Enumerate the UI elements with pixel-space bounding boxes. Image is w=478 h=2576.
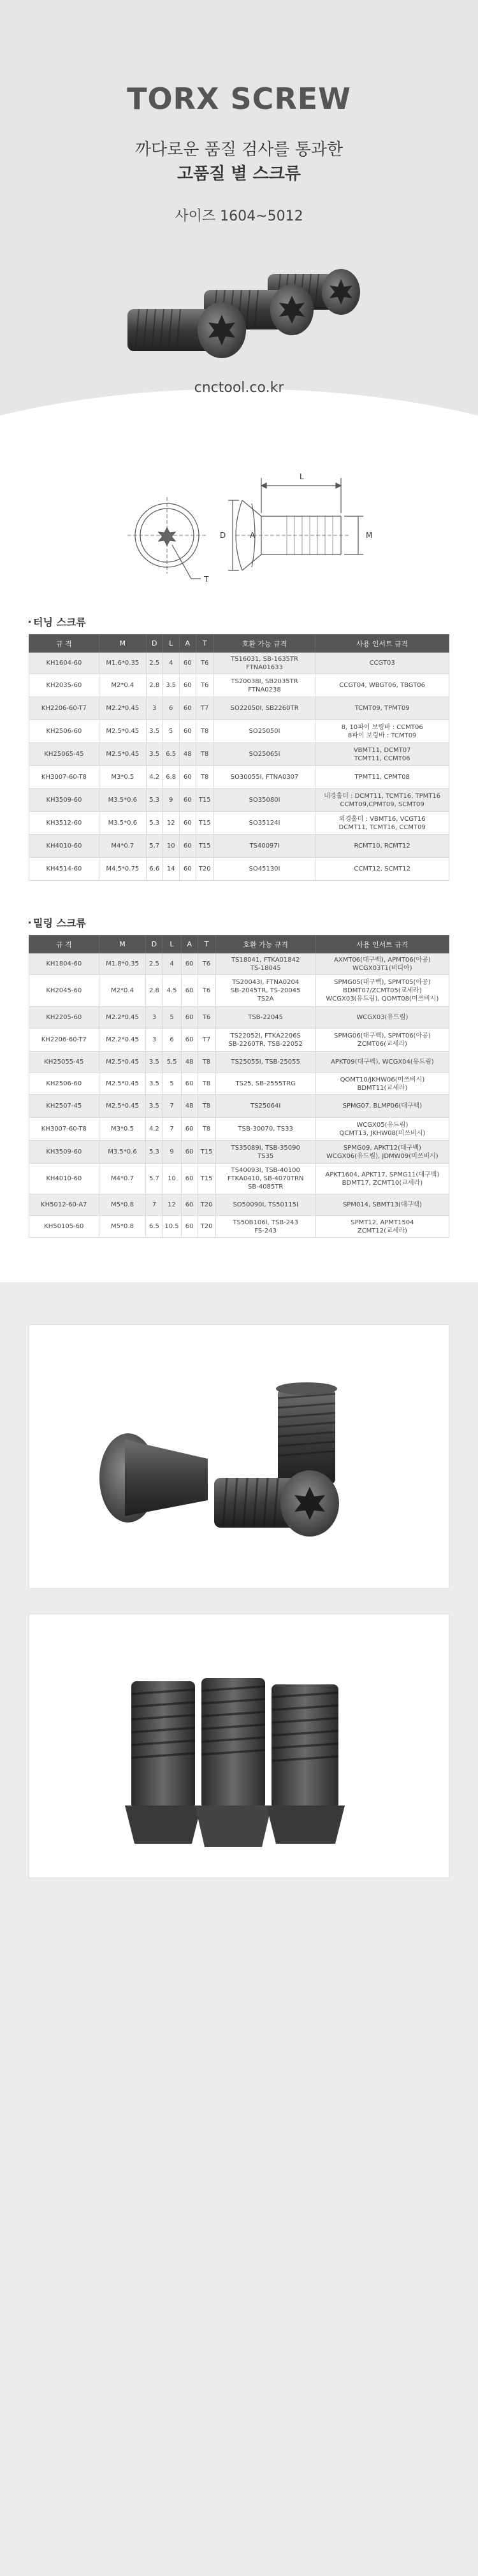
table-cell: CCGT04, WBGT06, TBGT06 bbox=[315, 674, 449, 697]
table-cell: KH2205-60 bbox=[29, 1007, 99, 1029]
hero-subtitle bbox=[0, 138, 478, 186]
table-cell: 5 bbox=[163, 1007, 181, 1029]
table-cell: 6.5 bbox=[163, 743, 179, 766]
column-header: 호환 가능 규격 bbox=[215, 936, 315, 953]
table-cell: 60 bbox=[179, 766, 196, 789]
table-cell: 60 bbox=[179, 835, 196, 858]
table-cell: 60 bbox=[181, 1164, 198, 1194]
product-photo-1 bbox=[29, 1324, 449, 1589]
table-cell: SO30055I, FTNA0307 bbox=[214, 766, 315, 789]
table-cell: 3.5 bbox=[163, 674, 179, 697]
column-header: D bbox=[146, 635, 163, 653]
table-cell: SPMG05(대구백), SPMT05(아공) BDMT07/ZCMT05(교세라) WCGX03(유드림), QOMT08(미쓰비시) bbox=[315, 975, 449, 1007]
table-row bbox=[29, 789, 449, 812]
hero-curve-decoration bbox=[0, 389, 478, 446]
table-cell: TS20038I, SB2035TR FTNA0238 bbox=[214, 674, 315, 697]
table-row bbox=[29, 653, 449, 674]
table-cell: M4.5*0.75 bbox=[99, 858, 146, 881]
table-row bbox=[29, 1007, 449, 1029]
table-cell: 6 bbox=[163, 697, 179, 720]
table-cell: VBMT11, DCMT07 TCMT11, CCMT06 bbox=[315, 743, 449, 766]
table-cell: SO50090I, TS50115I bbox=[215, 1194, 315, 1216]
table-cell: T8 bbox=[198, 1052, 215, 1073]
table-cell: 48 bbox=[181, 1095, 198, 1118]
table-cell: TPMT11, CPMT08 bbox=[315, 766, 449, 789]
label-A: A bbox=[250, 531, 256, 540]
table-cell: 5.3 bbox=[146, 789, 163, 812]
table-cell: 60 bbox=[181, 1073, 198, 1095]
table-row bbox=[29, 1095, 449, 1118]
table-cell: CCGT03 bbox=[315, 653, 449, 674]
table-cell: 9 bbox=[163, 1141, 181, 1164]
table-cell: 3.5 bbox=[146, 720, 163, 743]
table-cell: SO35080I bbox=[214, 789, 315, 812]
table-cell: 4.2 bbox=[146, 1118, 163, 1141]
table-cell: M1.6*0.35 bbox=[99, 653, 146, 674]
table-row bbox=[29, 1118, 449, 1141]
table-row bbox=[29, 975, 449, 1007]
table-cell: M1.8*0.35 bbox=[99, 953, 146, 975]
table-cell: SO22050I, SB2260TR bbox=[214, 697, 315, 720]
table-cell: KH1804-60 bbox=[29, 953, 99, 975]
table-cell: 3 bbox=[146, 1029, 163, 1052]
table-cell: T15 bbox=[196, 789, 214, 812]
table-cell: 60 bbox=[179, 653, 196, 674]
table-cell: 12 bbox=[163, 1194, 181, 1216]
table-cell: TS35089I, TSB-35090 TS35 bbox=[215, 1141, 315, 1164]
table-cell: T7 bbox=[198, 1029, 215, 1052]
table-cell: M2.2*0.45 bbox=[99, 1029, 146, 1052]
table-cell: WCGX05(유드림) QCMT13, JKHW08(미쓰비시) bbox=[315, 1118, 449, 1141]
table-cell: T6 bbox=[198, 1007, 215, 1029]
table-cell: M4*0.7 bbox=[99, 1164, 146, 1194]
table-cell: T8 bbox=[198, 1073, 215, 1095]
bullet-dot bbox=[29, 922, 31, 923]
table-cell: 60 bbox=[179, 858, 196, 881]
table-row bbox=[29, 858, 449, 881]
table-cell: 4.2 bbox=[146, 766, 163, 789]
table-cell: KH5012-60-A7 bbox=[29, 1194, 99, 1216]
table-cell: 3.5 bbox=[146, 1095, 163, 1118]
screw-dimension-drawing bbox=[0, 465, 478, 605]
table-cell: KH4514-60 bbox=[29, 858, 99, 881]
table-cell: KH2506-60 bbox=[29, 720, 99, 743]
table-cell: 4 bbox=[163, 953, 181, 975]
table-cell: KH3509-60 bbox=[29, 1141, 99, 1164]
table-cell: SPMG09, APKT12(대구백) WCGX06(유드림), JDMW09(미쓰비시) bbox=[315, 1141, 449, 1164]
turning-title bbox=[29, 614, 449, 629]
table-cell: 60 bbox=[181, 975, 198, 1007]
table-cell: 5.5 bbox=[163, 1052, 181, 1073]
table-cell: 5 bbox=[163, 1073, 181, 1095]
table-cell: TSB-22045 bbox=[215, 1007, 315, 1029]
table-cell: TS50B106I, TSB-243 FS-243 bbox=[215, 1216, 315, 1238]
table-cell: M5*0.8 bbox=[99, 1194, 146, 1216]
table-cell: 60 bbox=[181, 1007, 198, 1029]
table-cell: TSB-30070, TS33 bbox=[215, 1118, 315, 1141]
technical-drawing bbox=[0, 465, 478, 605]
table-cell: T20 bbox=[198, 1216, 215, 1238]
table-cell: 외경홀더 : VBMT16, VCGT16 DCMT11, TCMT16, CCMT09 bbox=[315, 812, 449, 835]
table-cell: M2*0.4 bbox=[99, 975, 146, 1007]
table-cell: SO25050I bbox=[214, 720, 315, 743]
hero-banner bbox=[0, 0, 478, 446]
table-cell: 14 bbox=[163, 858, 179, 881]
column-header: 사용 인서트 규격 bbox=[315, 936, 449, 953]
table-cell: SPMG06(대구백), SPMT06(아공) ZCMT06(교세라) bbox=[315, 1029, 449, 1052]
table-cell: AXMT06(대구백), APMT06(아공) WCGX03T1(비디아) bbox=[315, 953, 449, 975]
table-cell: 5.7 bbox=[146, 1164, 163, 1194]
table-cell: TS40097I bbox=[214, 835, 315, 858]
table-cell: SO45130I bbox=[214, 858, 315, 881]
table-row bbox=[29, 1141, 449, 1164]
table-cell: KH2507-45 bbox=[29, 1095, 99, 1118]
standing-screws bbox=[125, 1678, 345, 1847]
table-cell: 7 bbox=[163, 1095, 181, 1118]
table-cell: 60 bbox=[181, 1141, 198, 1164]
table-cell: TS25055I, TSB-25055 bbox=[215, 1052, 315, 1073]
table-row bbox=[29, 1164, 449, 1194]
table-cell: 12 bbox=[163, 812, 179, 835]
table-cell: 7 bbox=[146, 1194, 163, 1216]
table-cell: 48 bbox=[179, 743, 196, 766]
table-cell: 60 bbox=[179, 697, 196, 720]
table-cell: 60 bbox=[179, 720, 196, 743]
table-row bbox=[29, 1029, 449, 1052]
table-cell: T20 bbox=[196, 858, 214, 881]
table-cell: 10 bbox=[163, 1164, 181, 1194]
table-row bbox=[29, 697, 449, 720]
table-cell: TS25064I bbox=[215, 1095, 315, 1118]
table-cell: 9 bbox=[163, 789, 179, 812]
table-header-row bbox=[29, 635, 449, 653]
hero-title: TORX SCREW bbox=[127, 82, 351, 116]
table-cell: SO25065I bbox=[214, 743, 315, 766]
table-cell: 3 bbox=[146, 697, 163, 720]
table-cell: SPMT12, APMT1504 ZCMT12(교세라) bbox=[315, 1216, 449, 1238]
table-cell: M3*0.5 bbox=[99, 766, 146, 789]
table-cell: T15 bbox=[196, 835, 214, 858]
table-cell: APKT1604, APKT17, SPMG11(대구백) BDMT17, ZCMT10(교세라) bbox=[315, 1164, 449, 1194]
table-cell: CCMT12, SCMT12 bbox=[315, 858, 449, 881]
table-cell: M2.5*0.45 bbox=[99, 720, 146, 743]
table-cell: M5*0.8 bbox=[99, 1216, 146, 1238]
spacer bbox=[0, 881, 478, 906]
screws-photo-illustration-1 bbox=[29, 1325, 450, 1589]
table-row bbox=[29, 766, 449, 789]
table-cell: KH4010-60 bbox=[29, 1164, 99, 1194]
turning-spec-table bbox=[29, 634, 449, 881]
table-cell: 10 bbox=[163, 835, 179, 858]
table-cell: 3.5 bbox=[146, 1052, 163, 1073]
table-cell: APKT09(대구백), WCGX04(유드림) bbox=[315, 1052, 449, 1073]
hero-subtitle-line2: 고품질 별 스크류 bbox=[177, 164, 301, 184]
table-row bbox=[29, 1216, 449, 1238]
table-cell: TCMT09, TPMT09 bbox=[315, 697, 449, 720]
table-cell: KH2035-60 bbox=[29, 674, 99, 697]
table-cell: 6 bbox=[163, 1029, 181, 1052]
table-cell: M2.2*0.45 bbox=[99, 1007, 146, 1029]
table-cell: 6.6 bbox=[146, 858, 163, 881]
table-cell: M2.5*0.45 bbox=[99, 1095, 146, 1118]
table-header-row bbox=[29, 936, 449, 953]
table-cell: 60 bbox=[181, 1118, 198, 1141]
hero-screws-image bbox=[121, 255, 363, 370]
table-cell: 5.3 bbox=[146, 1141, 163, 1164]
table-cell: 내경홀더 : DCMT11, TCMT16, TPMT16 CCMT09,CPMT09, SCMT09 bbox=[315, 789, 449, 812]
column-header: L bbox=[163, 936, 181, 953]
table-row bbox=[29, 1194, 449, 1216]
table-row bbox=[29, 674, 449, 697]
table-cell: KH4010-60 bbox=[29, 835, 99, 858]
table-cell: KH2506-60 bbox=[29, 1073, 99, 1095]
table-cell: 48 bbox=[181, 1052, 198, 1073]
column-header: L bbox=[163, 635, 179, 653]
table-cell: M4*0.7 bbox=[99, 835, 146, 858]
hero-size-range: 사이즈 1604~5012 bbox=[175, 208, 303, 224]
table-cell: SPMG07, BLMP06(대구백) bbox=[315, 1095, 449, 1118]
table-row bbox=[29, 1073, 449, 1095]
table-cell: KH3509-60 bbox=[29, 789, 99, 812]
table-cell: KH2045-60 bbox=[29, 975, 99, 1007]
table-row bbox=[29, 812, 449, 835]
table-cell: KH2206-60-T7 bbox=[29, 697, 99, 720]
product-photo-2 bbox=[29, 1614, 449, 1878]
table-cell: 2.5 bbox=[146, 953, 163, 975]
table-cell: T6 bbox=[198, 953, 215, 975]
table-cell: T6 bbox=[196, 653, 214, 674]
bullet-dot bbox=[29, 621, 31, 623]
table-cell: 2.5 bbox=[146, 653, 163, 674]
table-cell: TS16031, SB-1635TR FTNA01633 bbox=[214, 653, 315, 674]
column-header: T bbox=[196, 635, 214, 653]
milling-title bbox=[29, 915, 449, 930]
table-cell: 10.5 bbox=[163, 1216, 181, 1238]
table-cell: T20 bbox=[198, 1194, 215, 1216]
table-cell: KH3512-60 bbox=[29, 812, 99, 835]
table-cell: 7 bbox=[163, 1118, 181, 1141]
table-cell: 8, 10파이 보링바 : CCMT06 8파이 보링바 : TCMT09 bbox=[315, 720, 449, 743]
table-cell: M3.5*0.6 bbox=[99, 812, 146, 835]
milling-title-text: 밀링 스크류 bbox=[33, 917, 86, 929]
table-cell: KH2206-60-T7 bbox=[29, 1029, 99, 1052]
table-cell: TS25, SB-2555TRG bbox=[215, 1073, 315, 1095]
table-cell: KH1604-60 bbox=[29, 653, 99, 674]
table-row bbox=[29, 743, 449, 766]
table-cell: T8 bbox=[196, 743, 214, 766]
table-cell: RCMT10, RCMT12 bbox=[315, 835, 449, 858]
table-cell: TS40093I, TSB-40100 FTKA0410, SB-4070TRN SB-4085TR bbox=[215, 1164, 315, 1194]
table-cell: T8 bbox=[196, 766, 214, 789]
milling-spec-table bbox=[29, 935, 449, 1238]
table-cell: 60 bbox=[181, 953, 198, 975]
table-cell: 3.5 bbox=[146, 1073, 163, 1095]
table-cell: TS22052I, FTKA2206S SB-2260TR, TSB-22052 bbox=[215, 1029, 315, 1052]
table-cell: 5.7 bbox=[146, 835, 163, 858]
label-T: T bbox=[204, 575, 209, 584]
column-header: M bbox=[99, 936, 146, 953]
site-url: cnctool.co.kr bbox=[194, 380, 284, 396]
table-cell: 5 bbox=[163, 720, 179, 743]
column-header: M bbox=[99, 635, 146, 653]
table-cell: 6.5 bbox=[146, 1216, 163, 1238]
table-cell: 2.8 bbox=[146, 975, 163, 1007]
table-cell: M2.5*0.45 bbox=[99, 743, 146, 766]
turning-section bbox=[0, 614, 478, 881]
column-header: A bbox=[179, 635, 196, 653]
milling-section bbox=[0, 915, 478, 1238]
table-cell: 60 bbox=[179, 789, 196, 812]
table-cell: TS20043I, FTNA0204 SB-2045TR, TS-20045 TS2A bbox=[215, 975, 315, 1007]
table-cell: M3.5*0.6 bbox=[99, 789, 146, 812]
turning-title-text: 터닝 스크류 bbox=[33, 616, 86, 628]
table-cell: 6.8 bbox=[163, 766, 179, 789]
table-row bbox=[29, 953, 449, 975]
column-header: 규 격 bbox=[29, 635, 99, 653]
table-cell: KH3007-60-T8 bbox=[29, 1118, 99, 1141]
table-cell: SPM014, SBMT13(대구백) bbox=[315, 1194, 449, 1216]
table-cell: T15 bbox=[196, 812, 214, 835]
table-cell: 60 bbox=[181, 1216, 198, 1238]
label-M: M bbox=[366, 531, 373, 540]
table-cell: T15 bbox=[198, 1141, 215, 1164]
column-header: 호환 가능 규격 bbox=[214, 635, 315, 653]
table-cell: KH25055-45 bbox=[29, 1052, 99, 1073]
table-cell: 3 bbox=[146, 1007, 163, 1029]
table-cell: T15 bbox=[198, 1164, 215, 1194]
table-cell: T8 bbox=[198, 1095, 215, 1118]
front-view bbox=[127, 497, 206, 579]
table-cell: QOMT10/JKHW06(미쓰비시) BDMT11(교세라) bbox=[315, 1073, 449, 1095]
table-cell: 60 bbox=[181, 1194, 198, 1216]
photo-section bbox=[0, 1282, 478, 2576]
table-cell: M3.5*0.6 bbox=[99, 1141, 146, 1164]
table-cell: 5.3 bbox=[146, 812, 163, 835]
table-cell: 4 bbox=[163, 653, 179, 674]
table-cell: M2.5*0.45 bbox=[99, 1052, 146, 1073]
table-cell: T8 bbox=[198, 1118, 215, 1141]
table-cell: KH3007-60-T8 bbox=[29, 766, 99, 789]
table-cell: M2.5*0.45 bbox=[99, 1073, 146, 1095]
table-cell: M2*0.4 bbox=[99, 674, 146, 697]
table-cell: M2.2*0.45 bbox=[99, 697, 146, 720]
table-cell: M3*0.5 bbox=[99, 1118, 146, 1141]
column-header: 사용 인서트 규격 bbox=[315, 635, 449, 653]
table-cell: 60 bbox=[181, 1029, 198, 1052]
screws-photo-illustration-2 bbox=[29, 1614, 450, 1879]
table-cell: KH50105-60 bbox=[29, 1216, 99, 1238]
label-D: D bbox=[220, 531, 226, 540]
hero-subtitle-line1: 까다로운 품질 검사를 통과한 bbox=[134, 140, 344, 159]
table-cell: 2.8 bbox=[146, 674, 163, 697]
side-view bbox=[228, 478, 363, 570]
table-row bbox=[29, 1052, 449, 1073]
table-cell: KH25065-45 bbox=[29, 743, 99, 766]
table-row bbox=[29, 720, 449, 743]
table-cell: T7 bbox=[196, 697, 214, 720]
table-cell: T6 bbox=[196, 674, 214, 697]
table-cell: 3.5 bbox=[146, 743, 163, 766]
table-cell: T8 bbox=[196, 720, 214, 743]
table-cell: 60 bbox=[179, 674, 196, 697]
column-header: D bbox=[146, 936, 163, 953]
table-cell: T6 bbox=[198, 975, 215, 1007]
column-header: A bbox=[181, 936, 198, 953]
table-cell: WCGX03(유드림) bbox=[315, 1007, 449, 1029]
column-header: 규 격 bbox=[29, 936, 99, 953]
column-header: T bbox=[198, 936, 215, 953]
table-cell: 4.5 bbox=[163, 975, 181, 1007]
table-cell: 60 bbox=[179, 812, 196, 835]
spacer bbox=[0, 1238, 478, 1282]
table-cell: TS18041, FTKA01842 TS-18045 bbox=[215, 953, 315, 975]
label-L: L bbox=[300, 472, 304, 481]
table-cell: SO35124I bbox=[214, 812, 315, 835]
table-row bbox=[29, 835, 449, 858]
